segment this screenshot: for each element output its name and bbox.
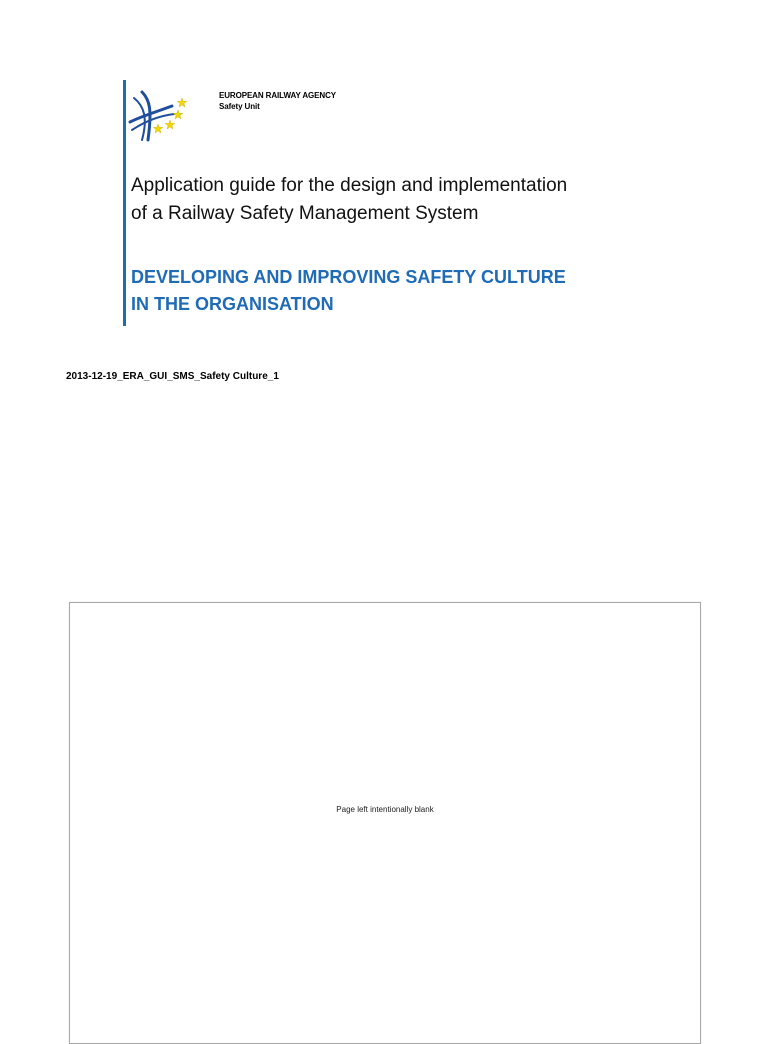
subtitle-line-1: DEVELOPING AND IMPROVING SAFETY CULTURE	[131, 267, 566, 287]
title-line-1: Application guide for the design and implementation	[131, 175, 568, 196]
document-subtitle	[131, 264, 691, 318]
accent-vertical-bar	[123, 80, 126, 326]
blank-page-note: Page left intentionally blank	[336, 805, 434, 814]
document-reference: 2013-12-19_ERA_GUI_SMS_Safety Culture_1	[66, 371, 279, 382]
unit-name: Safety Unit	[219, 102, 260, 111]
era-logo-icon	[128, 88, 192, 144]
agency-name: EUROPEAN RAILWAY AGENCY	[219, 91, 336, 100]
title-line-2: of a Railway Safety Management System	[131, 203, 479, 224]
blank-page	[69, 602, 701, 1044]
document-title	[131, 172, 691, 228]
agency-block	[219, 90, 336, 112]
subtitle-line-2: IN THE ORGANISATION	[131, 294, 334, 314]
